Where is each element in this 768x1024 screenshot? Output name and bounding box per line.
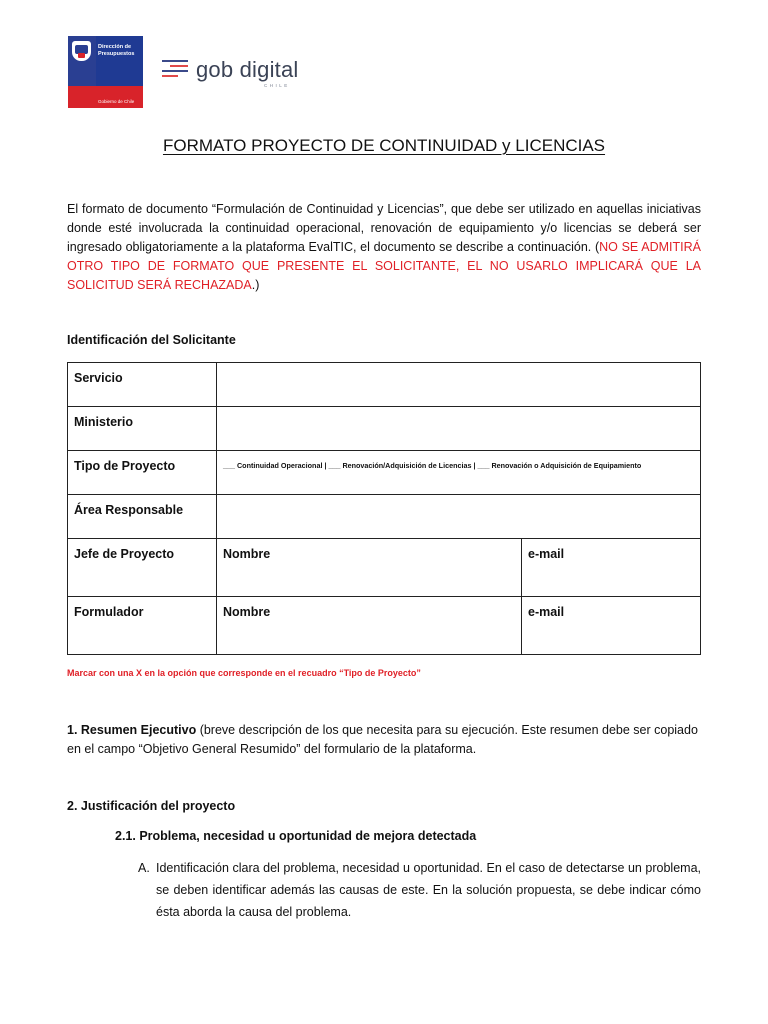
- resumen-text: (breve descripción de los que necesita para su ejecución. Este resumen debe ser copiado en el campo “Objetivo General Resumido” del formulario de la plataforma.: [67, 723, 698, 756]
- jefe-email-field[interactable]: e-mail: [522, 539, 701, 597]
- gob-digital-logo: [162, 56, 322, 96]
- justificacion-heading: 2. Justificación del proyecto: [67, 799, 236, 813]
- jefe-nombre-field[interactable]: Nombre: [217, 539, 522, 597]
- intro-close: .): [251, 278, 260, 292]
- jefe-proyecto-label: Jefe de Proyecto: [68, 539, 217, 597]
- tipo-proyecto-label: Tipo de Proyecto: [68, 451, 217, 495]
- servicio-field[interactable]: [217, 363, 701, 407]
- table-row: [68, 363, 701, 407]
- identificacion-table: [67, 362, 701, 655]
- list-item-letter: A.: [138, 861, 150, 875]
- gov-logo-subtext: Gobierno de Chile: [98, 99, 135, 104]
- table-row: [68, 495, 701, 539]
- gob-digital-brand: gob digital: [196, 57, 299, 82]
- problema-subheading: 2.1. Problema, necesidad u oportunidad de mejora detectada: [115, 829, 477, 843]
- intro-text: El formato de documento “Formulación de Continuidad y Licencias”, que debe ser utilizado en aquellas iniciativas donde esté involucrada la continuidad operacional, renovación de equipamiento y/o licencias se deberá ser ingresado obligatoriamente a la plataforma EvalTIC, el documento se describe a continuación. (: [67, 202, 701, 254]
- formulador-email-field[interactable]: e-mail: [522, 597, 701, 655]
- table-row: [68, 539, 701, 597]
- intro-paragraph: [67, 200, 701, 295]
- resumen-label: 1. Resumen Ejecutivo: [67, 723, 197, 737]
- gob-digital-country: CHILE: [264, 83, 290, 88]
- ministerio-field[interactable]: [217, 407, 701, 451]
- tipo-proyecto-options: ___ Continuidad Operacional | ___ Renovación/Adquisición de Licencias | ___ Renovación o Adquisición de Equipamiento: [223, 461, 642, 470]
- gov-logo-text: Dirección de Presupuestos: [98, 44, 135, 57]
- area-responsable-label: Área Responsable: [68, 495, 217, 539]
- gobierno-de-chile-logo: [68, 36, 143, 108]
- servicio-label: Servicio: [68, 363, 217, 407]
- area-responsable-field[interactable]: [217, 495, 701, 539]
- tipo-proyecto-note: Marcar con una X en la opción que corresponde en el recuadro “Tipo de Proyecto”: [67, 668, 421, 678]
- list-item: [138, 857, 701, 923]
- document-title: FORMATO PROYECTO DE CONTINUIDAD y LICENCIAS: [162, 136, 606, 155]
- table-row: [68, 597, 701, 655]
- tipo-proyecto-field[interactable]: [217, 451, 701, 495]
- list-item-text: Identificación clara del problema, necesidad u oportunidad. En el caso de detectarse un problema, se deben identificar además las causas de este. En la solución propuesta, se debe indicar cómo ésta aborda la causa del problema.: [156, 861, 701, 919]
- gob-digital-lines-icon: [162, 60, 188, 84]
- resumen-paragraph: [67, 721, 707, 759]
- table-row: [68, 451, 701, 495]
- identificacion-heading: Identificación del Solicitante: [67, 333, 236, 347]
- formulador-label: Formulador: [68, 597, 217, 655]
- ministerio-label: Ministerio: [68, 407, 217, 451]
- table-row: [68, 407, 701, 451]
- intro-warning: NO SE ADMITIRÁ OTRO TIPO DE FORMATO QUE PRESENTE EL SOLICITANTE, EL NO USARLO IMPLICARÁ QUE LA SOLICITUD SERÁ RECHAZADA: [67, 240, 701, 292]
- shield-icon: [72, 41, 91, 61]
- formulador-nombre-field[interactable]: Nombre: [217, 597, 522, 655]
